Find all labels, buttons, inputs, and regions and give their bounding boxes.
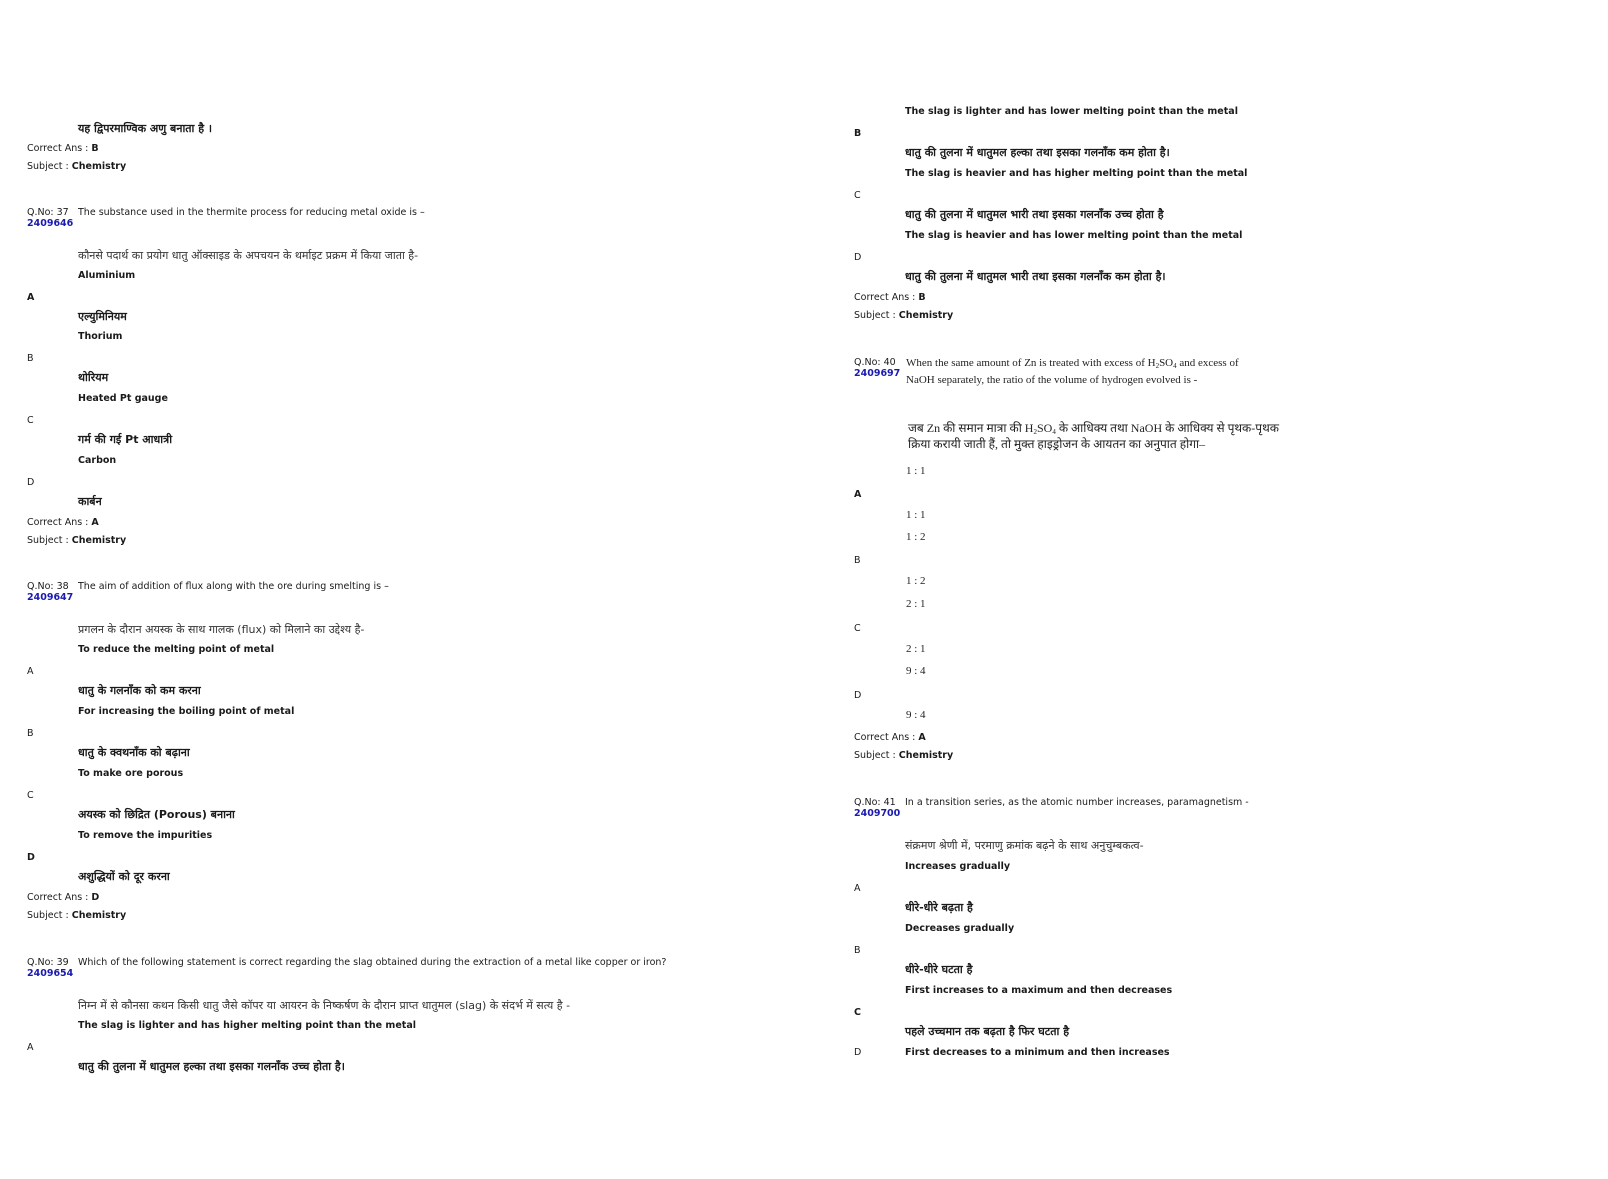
correct-ans-value: D (91, 892, 100, 903)
q40-option-b-letter: B (854, 555, 861, 566)
subject-label: Subject : (27, 161, 72, 172)
q40-option-b-hindi: 1 : 2 (906, 575, 926, 587)
correct-ans-label: Correct Ans : (854, 732, 919, 743)
q41-option-d-letter: D (854, 1047, 862, 1058)
q38-option-a-hindi: धातु के गलनाँक को कम करना (78, 684, 201, 697)
q38-question: The aim of addition of flux along with the ore during smelting is – (78, 581, 389, 592)
q40-question-hindi-line2: क्रिया करायी जाती हैं, तो मुक्त हाइड्रोजन के आयतन का अनुपात होगा– (908, 437, 1206, 451)
q40-q-sub-2: 4 (1173, 362, 1177, 370)
q37-option-b-hindi: थोरियम (78, 371, 109, 384)
q40-option-d-hindi: 9 : 4 (906, 709, 926, 721)
correct-ans-label: Correct Ans : (27, 892, 92, 903)
q37-option-a-en: Aluminium (78, 270, 136, 281)
q38-option-d-letter: D (27, 852, 35, 863)
q39-option-c-en: The slag is heavier and has higher melting point than the metal (905, 168, 1248, 179)
subject-value: Chemistry (898, 310, 954, 321)
q39-option-a-hindi: धातु की तुलना में धातुमल हल्का तथा इसका गलनाँक उच्च होता है। (78, 1060, 345, 1073)
q41-option-c-en: First increases to a maximum and then decreases (905, 985, 1173, 996)
subject-value: Chemistry (71, 910, 127, 921)
q36-option-d-hindi: यह द्विपरमाण्विक अणु बनाता है । (78, 122, 213, 135)
q41-option-c-hindi: पहले उच्चमान तक बढ़ता है फिर घटता है (905, 1025, 1070, 1038)
q38-number: Q.No: 38 (27, 581, 69, 592)
q41-option-a-hindi: धीरे-धीरे बढ़ता है (905, 901, 973, 914)
q39-option-c-hindi: धातु की तुलना में धातुमल भारी तथा इसका गलनाँक उच्च होता है (905, 208, 1164, 221)
correct-ans-value: B (91, 143, 99, 154)
q40-q-sub-1: 2 (1155, 362, 1160, 370)
q38-correct-ans (27, 892, 99, 904)
q39-option-c-letter: C (854, 190, 861, 201)
q39-subject (854, 310, 953, 322)
subject-label: Subject : (854, 750, 899, 761)
q41-option-b-hindi: धीरे-धीरे घटता है (905, 963, 973, 976)
q39-question-hindi: निम्न में से कौनसा कथन किसी धातु जैसे कॉपर या आयरन के निष्कर्षण के दौरान प्राप्त धातुमल (slag) के संदर्भ में सत्य है - (78, 999, 571, 1012)
q39-option-a-letter: A (27, 1042, 34, 1053)
subject-value: Chemistry (71, 535, 127, 546)
q40-qhi-text-c: के आधिक्य तथा NaOH के आधिक्य से पृथक-पृथक (1055, 421, 1279, 435)
subject-value: Chemistry (898, 750, 954, 761)
q40-option-d-letter: D (854, 690, 862, 701)
q41-option-b-en: Decreases gradually (905, 923, 1015, 934)
q39-option-a-en: The slag is lighter and has higher melting point than the metal (78, 1020, 416, 1031)
q37-question-hindi: कौनसे पदार्थ का प्रयोग धातु ऑक्साइड के अपचयन के थर्माइट प्रक्रम में किया जाता है- (78, 249, 419, 262)
q38-id: 2409647 (27, 592, 74, 603)
correct-ans-value: B (918, 292, 926, 303)
q37-option-d-en: Carbon (78, 455, 117, 466)
q38-option-b-en: For increasing the boiling point of metal (78, 706, 295, 717)
q41-question: In a transition series, as the atomic number increases, paramagnetism - (905, 797, 1249, 808)
q40-number: Q.No: 40 (854, 357, 896, 368)
subject-label: Subject : (27, 910, 72, 921)
q37-option-c-hindi: गर्म की गई Pt आधात्री (78, 433, 173, 446)
q36-subject (27, 161, 126, 173)
subject-label: Subject : (27, 535, 72, 546)
q37-option-b-letter: B (27, 353, 34, 364)
q40-option-c-hindi: 2 : 1 (906, 643, 926, 655)
q36-correct-ans (27, 143, 99, 155)
q39-correct-ans (854, 292, 926, 304)
q38-option-d-en: To remove the impurities (78, 830, 213, 841)
q37-id: 2409646 (27, 218, 74, 229)
correct-ans-value: A (918, 732, 926, 743)
q37-option-a-hindi: एल्युमिनियम (78, 310, 127, 323)
q37-option-d-letter: D (27, 477, 35, 488)
correct-ans-label: Correct Ans : (27, 517, 92, 528)
q40-option-a-hindi: 1 : 1 (906, 509, 926, 521)
q39-option-d-letter: D (854, 252, 862, 263)
q41-number: Q.No: 41 (854, 797, 896, 808)
correct-ans-label: Correct Ans : (27, 143, 92, 154)
q38-option-a-en: To reduce the melting point of metal (78, 644, 275, 655)
subject-value: Chemistry (71, 161, 127, 172)
q40-qhi-sub-1: 2 (1033, 428, 1037, 436)
q39-option-d-hindi: धातु की तुलना में धातुमल भारी तथा इसका गलनाँक कम होता है। (905, 270, 1166, 283)
q40-option-a-letter: A (854, 489, 862, 500)
q41-question-hindi: संक्रमण श्रेणी में, परमाणु क्रमांक बढ़ने के साथ अनुचुम्बकत्व- (905, 839, 1144, 852)
q40-question-hindi-line1 (908, 422, 1279, 434)
q37-option-c-en: Heated Pt gauge (78, 393, 168, 404)
q40-qhi-sub-2: 4 (1052, 428, 1056, 436)
q40-question-line1 (906, 357, 1239, 369)
q40-question-line2: NaOH separately, the ratio of the volume of hydrogen evolved is - (906, 374, 1198, 386)
q39-number: Q.No: 39 (27, 957, 69, 968)
q40-option-c-letter: C (854, 623, 861, 634)
q40-q-text-b: SO (1159, 357, 1174, 369)
q38-option-d-hindi: अशुद्धियों को दूर करना (78, 870, 170, 883)
q40-qhi-text-a: जब Zn की समान मात्रा की H (908, 421, 1034, 435)
q38-option-b-hindi: धातु के क्वथनाँक को बढ़ाना (78, 746, 190, 759)
q40-correct-ans (854, 732, 926, 744)
q37-option-d-hindi: कार्बन (78, 495, 102, 508)
q38-option-c-en: To make ore porous (78, 768, 184, 779)
q40-q-text-c: and excess of (1176, 357, 1239, 369)
q40-id: 2409697 (854, 368, 901, 379)
correct-ans-label: Correct Ans : (854, 292, 919, 303)
q37-subject (27, 535, 126, 547)
q38-option-b-letter: B (27, 728, 34, 739)
q37-option-a-letter: A (27, 292, 35, 303)
q41-id: 2409700 (854, 808, 901, 819)
q37-option-b-en: Thorium (78, 331, 123, 342)
q41-option-c-letter: C (854, 1007, 861, 1018)
q41-option-b-letter: B (854, 945, 861, 956)
q40-option-a-en: 1 : 1 (906, 465, 926, 477)
subject-label: Subject : (854, 310, 899, 321)
q40-q-text-a: When the same amount of Zn is treated with excess of H (906, 357, 1156, 369)
q37-number: Q.No: 37 (27, 207, 69, 218)
q37-option-c-letter: C (27, 415, 34, 426)
correct-ans-value: A (91, 517, 99, 528)
q39-option-b-letter: B (854, 128, 862, 139)
q40-option-d-en: 9 : 4 (906, 665, 926, 677)
q41-option-d-en: First decreases to a minimum and then increases (905, 1047, 1170, 1058)
q41-option-a-en: Increases gradually (905, 861, 1011, 872)
q38-subject (27, 910, 126, 922)
q39-option-b-hindi: धातु की तुलना में धातुमल हल्का तथा इसका गलनाँक कम होता है। (905, 146, 1170, 159)
q39-option-d-en: The slag is heavier and has lower melting point than the metal (905, 230, 1243, 241)
q38-option-c-letter: C (27, 790, 34, 801)
q40-qhi-text-b: SO (1036, 421, 1053, 435)
q39-question: Which of the following statement is correct regarding the slag obtained during the extraction of a metal like copper or iron? (78, 957, 667, 968)
q37-correct-ans (27, 517, 99, 529)
q41-option-a-letter: A (854, 883, 861, 894)
q39-option-b-en: The slag is lighter and has lower melting point than the metal (905, 106, 1238, 117)
q38-question-hindi: प्रगलन के दौरान अयस्क के साथ गालक (flux) को मिलाने का उद्देश्य है- (78, 623, 365, 636)
q37-question: The substance used in the thermite process for reducing metal oxide is – (78, 207, 425, 218)
q38-option-c-hindi: अयस्क को छिद्रित (Porous) बनाना (78, 808, 235, 821)
q39-id: 2409654 (27, 968, 74, 979)
q40-subject (854, 750, 953, 762)
q40-option-c-en: 2 : 1 (906, 598, 926, 610)
q38-option-a-letter: A (27, 666, 34, 677)
q40-option-b-en: 1 : 2 (906, 531, 926, 543)
